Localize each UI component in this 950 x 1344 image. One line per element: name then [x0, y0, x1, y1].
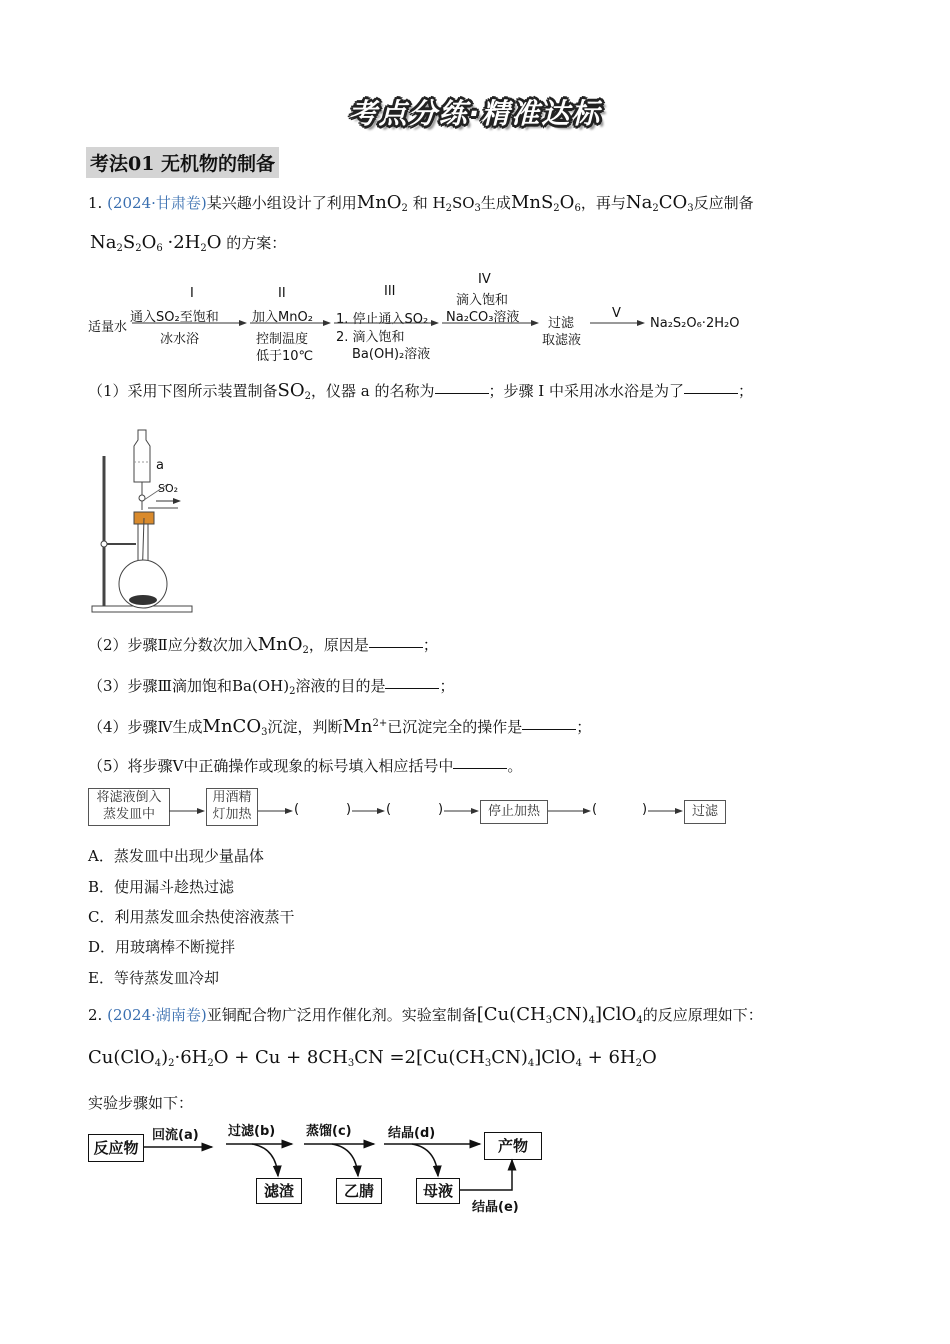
- flow-step4-label: IV: [478, 272, 491, 287]
- q1-intro-line1: 1. (2024·甘肃卷)某兴趣小组设计了利用MnO$_2$ 和 $H_2SO_3$生成$MnS_2O_6$，再与$Na_2CO_3$反应制备: [88, 192, 754, 214]
- option-c: C．利用蒸发皿余热使溶液蒸干: [88, 908, 295, 926]
- answer-blank[interactable]: [369, 646, 423, 648]
- banner-title: 考点分练·精准达标: [348, 97, 602, 130]
- q1-sub2: （2）步骤Ⅱ应分数次加入MnO$_2$，原因是 ；: [88, 634, 438, 656]
- flow-step3-bottom1: 2. 滴入饱和: [336, 330, 405, 345]
- q2-intro: 2. (2024·湖南卷)亚铜配合物广泛用作催化剂。实验室制备$[Cu(CH_3CN)_4]ClO_4$的反应原理如下：: [88, 1004, 763, 1026]
- dropping-funnel: [134, 430, 150, 482]
- answer-paren-open: (: [386, 802, 392, 817]
- flow-step2-top: 加入MnO₂: [252, 310, 313, 325]
- flow-product: Na₂S₂O₆·2H₂O: [650, 316, 740, 331]
- q1-number: 1.: [88, 194, 103, 212]
- q2-step-e: 结晶(e): [472, 1200, 519, 1215]
- q2-step-a: 回流(a): [152, 1128, 199, 1143]
- option-e: E．等待蒸发皿冷却: [88, 969, 219, 987]
- apparatus-label-so2: SO₂: [158, 482, 179, 495]
- flow-step3-top: 1. 停止通入SO₂: [336, 312, 429, 327]
- procedure-box-stop-heating: 停止加热: [480, 800, 548, 824]
- flow-step2-bottom2: 低于10℃: [256, 349, 314, 364]
- section-title: 考法01 无机物的制备: [86, 147, 279, 178]
- flow-step1-top: 通入SO₂至饱和: [130, 310, 219, 325]
- flow-filter: 过滤: [548, 316, 575, 331]
- answer-paren-close: ): [642, 802, 648, 817]
- procedure-arrows: [0, 790, 950, 830]
- q2-reactant-box: 反应物: [88, 1134, 144, 1162]
- answer-paren-open: (: [294, 802, 300, 817]
- flow-step1-label: I: [190, 286, 194, 301]
- so2-apparatus: [86, 418, 286, 618]
- flow-take-filtrate: 取滤液: [542, 333, 582, 348]
- q2-product-box: 产物: [484, 1132, 542, 1160]
- procedure-box-heat: 用酒精 灯加热: [206, 788, 258, 826]
- q2-step-c: 蒸馏(c): [306, 1124, 352, 1139]
- answer-blank[interactable]: [522, 728, 576, 730]
- answer-blank[interactable]: [453, 767, 507, 769]
- answer-paren-close: ): [346, 802, 352, 817]
- answer-blank[interactable]: [435, 392, 489, 394]
- q1-source: (2024·甘肃卷): [107, 194, 207, 212]
- answer-blank[interactable]: [684, 392, 738, 394]
- flow-step3-label: III: [384, 284, 396, 299]
- flow-start: 适量水: [88, 320, 128, 335]
- q1-sub1: （1）采用下图所示装置制备$SO_2$，仪器 a 的名称为 ；步骤 I 中采用冰水浴是为了 ；: [88, 380, 753, 402]
- answer-blank[interactable]: [385, 687, 439, 689]
- option-d: D．用玻璃棒不断搅拌: [88, 938, 236, 956]
- procedure-box-filter: 过滤: [684, 800, 726, 824]
- flow-step1-bottom: 冰水浴: [160, 332, 200, 347]
- procedure-box-pour: 将滤液倒入 蒸发皿中: [88, 788, 170, 826]
- q2-acetonitrile-box: 乙腈: [336, 1178, 382, 1204]
- q2-step-d: 结晶(d): [388, 1126, 436, 1141]
- flow-step4-top1: 滴入饱和: [456, 293, 509, 308]
- option-a: A．蒸发皿中出现少量晶体: [88, 847, 264, 865]
- q2-source: (2024·湖南卷): [107, 1006, 207, 1024]
- option-b: B．使用漏斗趁热过滤: [88, 878, 235, 896]
- q2-residue-box: 滤渣: [256, 1178, 302, 1204]
- answer-paren-close: ): [438, 802, 444, 817]
- flow-step2-bottom1: 控制温度: [256, 332, 309, 347]
- q1-intro-line2: $Na_2S_2O_6 \cdot 2H_2O$ 的方案：: [90, 232, 287, 254]
- flow-step4-top2: Na₂CO₃溶液: [446, 310, 520, 325]
- q2-steps-intro: 实验步骤如下：: [88, 1094, 194, 1112]
- flow-step3-bottom2: Ba(OH)₂溶液: [352, 347, 431, 362]
- q1-sub3: （3）步骤Ⅲ滴加饱和$Ba(OH)_2$溶液的目的是 ；: [88, 677, 455, 697]
- q2-step-b: 过滤(b): [228, 1124, 276, 1139]
- apparatus-label-a: a: [156, 458, 164, 473]
- q2-flow-arrows: [0, 1120, 950, 1230]
- q2-mother-liquor-box: 母液: [416, 1178, 460, 1204]
- flow-step5-label: V: [612, 306, 621, 321]
- flow-step2-label: II: [278, 286, 286, 301]
- q1-sub5: （5）将步骤Ⅴ中正确操作或现象的标号填入相应括号中 。: [88, 757, 523, 775]
- answer-paren-open: (: [592, 802, 598, 817]
- solid-reagent: [129, 595, 157, 605]
- flow-arrows: [0, 0, 950, 400]
- q2-equation: $Cu(ClO_4)_2\cdot 6H_2O + Cu + 8CH_3CN =2[Cu(CH_3CN)_4]ClO_4 + 6H_2O$: [88, 1047, 657, 1069]
- q1-sub4: （4）步骤Ⅳ生成MnCO$_3$沉淀，判断$Mn^{2+}$已沉淀完全的操作是 ；: [88, 716, 592, 738]
